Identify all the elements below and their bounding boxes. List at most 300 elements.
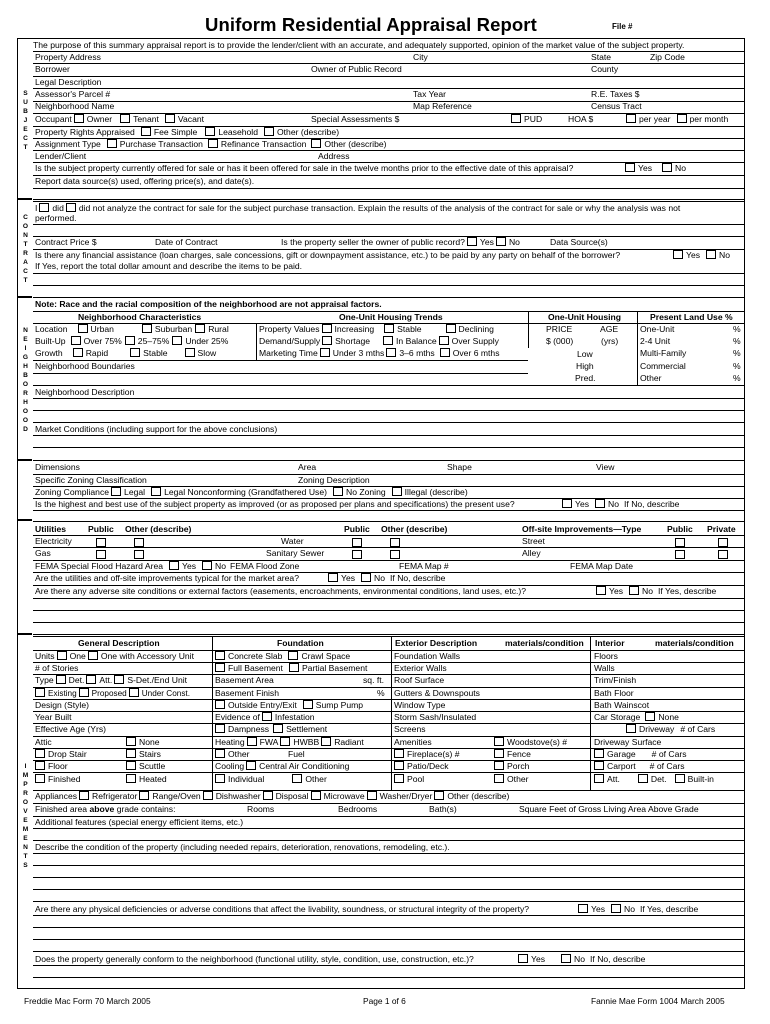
occupant-vacant-checkbox[interactable] [165, 114, 175, 123]
section-letter: V [23, 808, 28, 815]
census-tract-label: Census Tract [591, 101, 642, 111]
hoa-period-row: per year per month [624, 114, 728, 125]
dimensions-label: Dimensions [35, 462, 80, 472]
fireplace-row: Fireplace(s) # [392, 749, 460, 760]
per-month-checkbox[interactable] [677, 114, 687, 123]
purchase-checkbox[interactable] [107, 139, 117, 148]
low-label: Low [577, 349, 593, 359]
illegal-checkbox[interactable] [392, 487, 402, 496]
section-letter: E [23, 336, 28, 343]
contract-data-source-label: Data Source(s) [550, 237, 608, 247]
zoning-compliance-row: Zoning Compliance Legal Legal Nonconforming (Grandfathered Use) No Zoning Illegal (describe) [35, 487, 468, 497]
property-values-row: Property Values Increasing Stable Declining [259, 324, 494, 334]
housing-trends-heading: One-Unit Housing Trends [339, 312, 443, 322]
outside-entry-checkbox[interactable] [215, 700, 225, 709]
contract-date-label: Date of Contract [155, 237, 218, 247]
section-letter: N [23, 844, 28, 851]
type-sdet-checkbox[interactable] [114, 675, 124, 684]
one-unit-housing-heading: One-Unit Housing [548, 312, 622, 322]
contract-analysis-row: I did did not analyze the contract for sale for the subject purchase transaction. Explain the results of the analysis of the contract for sale or why the analysis was not [35, 203, 681, 213]
section-letter: M [22, 772, 29, 779]
stable-checkbox[interactable] [130, 348, 140, 357]
under-const-checkbox[interactable] [129, 688, 139, 697]
radiant-checkbox[interactable] [321, 737, 331, 746]
state-label: State [591, 52, 612, 62]
carport-checkbox[interactable] [594, 761, 604, 770]
central-air-checkbox[interactable] [246, 761, 256, 770]
driveway-surface-label: Driveway Surface [594, 737, 662, 747]
suburban-checkbox[interactable] [142, 324, 152, 333]
cooling-other-checkbox[interactable] [292, 774, 302, 783]
rapid-checkbox[interactable] [73, 348, 83, 357]
heating-other-row: Other [213, 749, 250, 760]
concrete-slab-checkbox[interactable] [215, 651, 225, 660]
built-in-checkbox[interactable] [675, 774, 685, 783]
fence-checkbox[interactable] [494, 749, 504, 758]
alley-private-checkbox[interactable] [718, 550, 728, 559]
stories-label: # of Stories [35, 663, 79, 673]
section-letter: N [23, 327, 28, 334]
fee-simple-checkbox[interactable] [141, 127, 151, 136]
interior-materials-heading: materials/condition [655, 638, 734, 648]
page-title: Uniform Residential Appraisal Report [205, 14, 537, 35]
in-balance-checkbox[interactable] [383, 336, 393, 345]
section-letter: S [23, 862, 28, 869]
built-up-row: Built-Up Over 75% 25–75% Under 25% [35, 336, 229, 346]
construction-status-row: Existing Proposed Under Const. [33, 688, 190, 699]
hbu-answer-row: Yes No If No, describe [560, 499, 679, 510]
hoa-label: HOA $ [568, 114, 594, 124]
footer-page-number: Page 1 of 6 [363, 996, 406, 1006]
garage-type-row: Att. Det. Built-in [592, 774, 714, 785]
water-public-checkbox[interactable] [352, 538, 362, 547]
year-built-label: Year Built [35, 712, 72, 722]
assistance-if-yes-label: If Yes, report the total dollar amount and describe the items to be paid. [35, 261, 303, 271]
section-letter: E [23, 835, 28, 842]
type-det-checkbox[interactable] [56, 675, 66, 684]
refrigerator-checkbox[interactable] [79, 791, 89, 800]
declining-checkbox[interactable] [446, 324, 456, 333]
high-label: High [576, 361, 594, 371]
conform-no-checkbox[interactable] [561, 954, 571, 963]
section-letter: R [23, 250, 28, 257]
legal-description-label: Legal Description [35, 77, 102, 87]
garage-row: Garage # of Cars [592, 749, 687, 760]
dampness-row: Dampness Settlement [213, 724, 327, 735]
occupant-tenant-checkbox[interactable] [120, 114, 130, 123]
location-row: Location Urban Suburban Rural [35, 324, 229, 334]
25-75-checkbox[interactable] [125, 336, 135, 345]
dampness-checkbox[interactable] [215, 724, 225, 733]
sewer-public-checkbox[interactable] [352, 550, 362, 559]
increasing-checkbox[interactable] [322, 324, 332, 333]
land-use-other: Other [640, 373, 662, 383]
section-letter: O [22, 417, 29, 424]
parcel-label: Assessor's Parcel # [35, 89, 111, 99]
bath-wainscot-label: Bath Wainscot [594, 700, 650, 710]
seller-no-checkbox[interactable] [496, 237, 506, 246]
section-letter: C [23, 214, 28, 221]
patio-deck-checkbox[interactable] [394, 761, 404, 770]
patio-row: Patio/Deck [392, 761, 449, 772]
rights-other-checkbox[interactable] [264, 127, 274, 136]
offered-no-checkbox[interactable] [662, 163, 672, 172]
floors-label: Floors [594, 651, 618, 661]
adverse-answer-row: Yes No If Yes, describe [594, 586, 716, 597]
over-75-checkbox[interactable] [71, 336, 81, 345]
partial-basement-checkbox[interactable] [289, 663, 299, 672]
porch-row: Porch [492, 761, 529, 772]
existing-checkbox[interactable] [35, 688, 45, 697]
microwave-checkbox[interactable] [311, 791, 321, 800]
re-taxes-label: R.E. Taxes $ [591, 89, 640, 99]
heated-checkbox[interactable] [126, 774, 136, 783]
exterior-heading: Exterior Description [395, 638, 478, 648]
growth-row: Growth Rapid Stable Slow [35, 348, 217, 358]
appliance-other-checkbox[interactable] [434, 791, 444, 800]
section-letter: I [24, 763, 27, 770]
car-storage-none-checkbox[interactable] [645, 712, 655, 721]
units-accessory-checkbox[interactable] [88, 651, 98, 660]
typical-answer-row: Yes No If No, describe [326, 573, 445, 584]
section-letter: R [23, 390, 28, 397]
footer-freddie-mac: Freddie Mac Form 70 March 2005 [24, 996, 151, 1006]
attic-floor-checkbox[interactable] [35, 761, 45, 770]
slab-crawl-row: Concrete Slab Crawl Space [213, 651, 350, 662]
hbu-no-checkbox[interactable] [595, 499, 605, 508]
section-letter: O [22, 381, 29, 388]
tax-year-label: Tax Year [413, 89, 446, 99]
section-letter: E [23, 817, 28, 824]
shortage-checkbox[interactable] [322, 336, 332, 345]
proposed-checkbox[interactable] [79, 688, 89, 697]
property-address-label: Property Address [35, 52, 101, 62]
finished-area-label: Finished area above grade contains: [35, 804, 176, 814]
settlement-checkbox[interactable] [273, 724, 283, 733]
interior-heading: Interior [595, 638, 625, 648]
exterior-materials-heading: materials/condition [505, 638, 584, 648]
individual-row: Individual Other [213, 774, 327, 785]
flood-no-checkbox[interactable] [202, 561, 212, 570]
heating-other-checkbox[interactable] [215, 749, 225, 758]
gas-other-checkbox[interactable] [134, 550, 144, 559]
driveway-row: Driveway # of Cars [624, 724, 715, 735]
view-label: View [596, 462, 615, 472]
section-label-subject [18, 89, 33, 152]
pud-checkbox[interactable] [511, 114, 521, 123]
neighborhood-description-label: Neighborhood Description [35, 387, 135, 397]
sump-pump-checkbox[interactable] [303, 700, 313, 709]
other-describe-heading: Other (describe) [125, 524, 192, 534]
basement-type-row: Full Basement Partial Basement [213, 663, 367, 674]
deficiencies-yes-checkbox[interactable] [578, 904, 588, 913]
storm-sash-label: Storm Sash/Insulated [394, 712, 477, 722]
water-label: Water [281, 536, 304, 546]
hbu-yes-checkbox[interactable] [562, 499, 572, 508]
section-letter: A [23, 259, 28, 266]
roof-surface-label: Roof Surface [394, 675, 445, 685]
borrower-label: Borrower [35, 64, 70, 74]
individual-checkbox[interactable] [215, 774, 225, 783]
units-one-checkbox[interactable] [57, 651, 67, 660]
trim-finish-label: Trim/Finish [594, 675, 637, 685]
adverse-no-checkbox[interactable] [629, 586, 639, 595]
performed-label: performed. [35, 213, 77, 223]
section-letter: O [22, 223, 29, 230]
screens-label: Screens [394, 724, 426, 734]
walls-label: Walls [594, 663, 615, 673]
urban-checkbox[interactable] [78, 324, 88, 333]
section-letter: T [23, 241, 28, 248]
full-basement-checkbox[interactable] [215, 663, 225, 672]
amenity-other-checkbox[interactable] [494, 774, 504, 783]
exterior-walls-label: Exterior Walls [394, 663, 447, 673]
section-letter: C [23, 135, 28, 142]
age-unit-label: (yrs) [601, 336, 619, 346]
stairs-checkbox[interactable] [126, 749, 136, 758]
type-row: Type Det. Att. S-Det./End Unit [35, 675, 188, 685]
water-other-checkbox[interactable] [390, 538, 400, 547]
assignment-type-row: Assignment Type Purchase Transaction Refinance Transaction Other (describe) [35, 139, 387, 149]
section-letter: T [23, 277, 28, 284]
refinance-checkbox[interactable] [208, 139, 218, 148]
gla-label: Square Feet of Gross Living Area Above Grade [519, 804, 699, 814]
section-letter: I [24, 345, 27, 352]
att-checkbox[interactable] [594, 774, 604, 783]
pct-sign: % [733, 324, 741, 334]
garage-checkbox[interactable] [594, 749, 604, 758]
marketing-time-row: Marketing Time Under 3 mths 3–6 mths Over 6 mths [259, 348, 500, 358]
electricity-public-checkbox[interactable] [96, 538, 106, 547]
file-number-label: File # [612, 22, 633, 31]
per-year-checkbox[interactable] [626, 114, 636, 123]
foundation-walls-label: Foundation Walls [394, 651, 461, 661]
section-letter: D [23, 426, 28, 433]
fence-row: Fence [492, 749, 531, 760]
section-label-improvements [18, 762, 33, 870]
street-public-checkbox[interactable] [675, 538, 685, 547]
footer-fannie-mae: Fannie Mae Form 1004 March 2005 [591, 996, 725, 1006]
did-not-checkbox[interactable] [66, 203, 76, 212]
condition-description-label: Describe the condition of the property (including needed repairs, deterioration, renovations, remodeling, etc.). [35, 842, 450, 852]
range-oven-checkbox[interactable] [139, 791, 149, 800]
utilities-heading: Utilities [35, 524, 67, 534]
did-checkbox[interactable] [39, 203, 49, 212]
section-label-contract [18, 213, 33, 285]
county-label: County [591, 64, 619, 74]
section-letter: C [23, 268, 28, 275]
section-letter: O [22, 799, 29, 806]
assistance-no-checkbox[interactable] [706, 250, 716, 259]
typical-yes-checkbox[interactable] [328, 573, 338, 582]
financial-assistance-question: Is there any financial assistance (loan charges, sale concessions, gift or downpayment assistance, etc.) to be paid by any party on behalf of the borrower? [35, 250, 621, 260]
section-letter: T [23, 853, 28, 860]
basement-area-label: Basement Area [215, 675, 274, 685]
assignment-other-checkbox[interactable] [311, 139, 321, 148]
city-label: City [413, 52, 428, 62]
entry-sump-row: Outside Entry/Exit Sump Pump [213, 700, 363, 711]
attic-finished-row: Finished [33, 774, 80, 785]
scuttle-checkbox[interactable] [126, 761, 136, 770]
type-att-checkbox[interactable] [86, 675, 96, 684]
pct-sign: % [733, 336, 741, 346]
hwbb-checkbox[interactable] [280, 737, 290, 746]
3-6-checkbox[interactable] [386, 348, 396, 357]
cooling-row: Cooling Central Air Conditioning [215, 761, 350, 771]
section-letter: J [23, 117, 28, 124]
contract-price-label: Contract Price $ [35, 237, 97, 247]
offered-yes-checkbox[interactable] [625, 163, 635, 172]
section-letter: O [22, 408, 29, 415]
seller-owner-row: Is the property seller the owner of public record? Yes No [281, 237, 520, 247]
alley-public-checkbox[interactable] [675, 550, 685, 559]
car-storage-row: Car Storage None [594, 712, 679, 722]
leasehold-checkbox[interactable] [205, 127, 215, 136]
no-zoning-checkbox[interactable] [333, 487, 343, 496]
det-checkbox[interactable] [638, 774, 648, 783]
public-heading-2: Public [344, 524, 370, 534]
driveway-checkbox[interactable] [626, 724, 636, 733]
adverse-conditions-question: Are there any adverse site conditions or external factors (easements, encroachments, environmental conditions, land uses, etc.)? [35, 586, 527, 596]
neighborhood-boundaries-label: Neighborhood Boundaries [35, 361, 135, 371]
age-column-label: AGE [600, 324, 619, 334]
adverse-yes-checkbox[interactable] [596, 586, 606, 595]
electricity-label: Electricity [35, 536, 72, 546]
section-letter: N [23, 232, 28, 239]
fireplace-checkbox[interactable] [394, 749, 404, 758]
electricity-other-checkbox[interactable] [134, 538, 144, 547]
attic-none-row: None [124, 737, 160, 748]
baths-label: Bath(s) [429, 804, 457, 814]
offered-answer-row: Yes No [623, 163, 686, 174]
porch-checkbox[interactable] [494, 761, 504, 770]
section-letter: B [23, 108, 28, 115]
flood-yes-checkbox[interactable] [169, 561, 179, 570]
highest-best-use-question: Is the highest and best use of the subject property as improved (or as proposed per plans and specifications) the present use? [35, 499, 515, 509]
sqft-label: sq. ft. [363, 675, 385, 685]
seller-yes-checkbox[interactable] [467, 237, 477, 246]
section-divider-tick [18, 519, 32, 521]
section-letter: B [23, 372, 28, 379]
woodstove-row: Woodstove(s) # [492, 737, 567, 748]
deficiencies-no-checkbox[interactable] [611, 904, 621, 913]
deficiencies-question: Are there any physical deficiencies or adverse conditions that affect the livability, soundness, or structural integrity of the property? [35, 904, 530, 914]
conform-question: Does the property generally conform to the neighborhood (functional utility, style, condition, use, construction, etc.)? [35, 954, 474, 964]
washer-dryer-checkbox[interactable] [367, 791, 377, 800]
zoning-description-label: Zoning Description [298, 475, 370, 485]
nonconforming-checkbox[interactable] [151, 487, 161, 496]
legal-checkbox[interactable] [111, 487, 121, 496]
deficiencies-answer-row: Yes No If Yes, describe [576, 904, 698, 915]
basement-finish-label: Basement Finish [215, 688, 280, 698]
gas-public-checkbox[interactable] [96, 550, 106, 559]
land-use-one-unit: One-Unit [640, 324, 675, 334]
lender-client-label: Lender/Client [35, 151, 87, 161]
offered-for-sale-question: Is the subject property currently offered for sale or has it been offered for sale in the twelve months prior to the effective date of this appraisal? [35, 163, 574, 173]
drop-stair-checkbox[interactable] [35, 749, 45, 758]
attic-finished-checkbox[interactable] [35, 774, 45, 783]
street-label: Street [522, 536, 545, 546]
typical-utilities-question: Are the utilities and off-site improvements typical for the market area? [35, 573, 299, 583]
flood-hazard-row: FEMA Special Flood Hazard Area Yes No FEMA Flood Zone [35, 561, 300, 571]
occupant-owner-checkbox[interactable] [74, 114, 84, 123]
scuttle-row: Scuttle [124, 761, 165, 772]
values-stable-checkbox[interactable] [384, 324, 394, 333]
other-describe-heading-2: Other (describe) [381, 524, 448, 534]
conform-yes-checkbox[interactable] [518, 954, 528, 963]
dishwasher-checkbox[interactable] [203, 791, 213, 800]
over-supply-checkbox[interactable] [439, 336, 449, 345]
pct-sign: % [733, 361, 741, 371]
owner-public-record-label: Owner of Public Record [311, 64, 402, 74]
pool-checkbox[interactable] [394, 774, 404, 783]
over-6-checkbox[interactable] [440, 348, 450, 357]
neighborhood-name-label: Neighborhood Name [35, 101, 115, 111]
race-note: Note: Race and the racial composition of the neighborhood are not appraisal factors. [35, 299, 382, 309]
sewer-other-checkbox[interactable] [390, 550, 400, 559]
typical-no-checkbox[interactable] [361, 573, 371, 582]
crawl-space-checkbox[interactable] [288, 651, 298, 660]
section-label-neighborhood [18, 326, 33, 434]
zip-label: Zip Code [650, 52, 685, 62]
section-letter: T [23, 144, 28, 151]
pct-sign: % [733, 373, 741, 383]
section-divider-tick [18, 296, 32, 298]
pct-sign: % [733, 348, 741, 358]
attic-label: Attic [35, 737, 52, 747]
heated-row: Heated [124, 774, 167, 785]
rooms-label: Rooms [247, 804, 275, 814]
attic-none-checkbox[interactable] [126, 737, 136, 746]
stairs-row: Stairs [124, 749, 161, 760]
under-25-checkbox[interactable] [172, 336, 182, 345]
section-letter: M [22, 826, 29, 833]
sewer-label: Sanitary Sewer [266, 548, 325, 558]
pud-row: PUD [509, 114, 542, 125]
section-letter: S [23, 90, 28, 97]
assistance-yes-checkbox[interactable] [673, 250, 683, 259]
disposal-checkbox[interactable] [263, 791, 273, 800]
lender-address-label: Address [318, 151, 350, 161]
fwa-checkbox[interactable] [247, 737, 257, 746]
section-divider-tick [18, 633, 32, 635]
fema-map-date-label: FEMA Map Date [570, 561, 634, 571]
land-use-commercial: Commercial [640, 361, 686, 371]
amenity-other-row: Other [492, 774, 529, 785]
additional-features-label: Additional features (special energy efficient items, etc.) [35, 817, 244, 827]
price-column-label: PRICE [546, 324, 573, 334]
assistance-answer-row: Yes No [671, 250, 730, 261]
special-assessments-label: Special Assessments $ [311, 114, 400, 124]
section-letter: H [23, 399, 28, 406]
land-use-2-4-unit: 2-4 Unit [640, 336, 671, 346]
under-3-checkbox[interactable] [320, 348, 330, 357]
demand-supply-row: Demand/Supply Shortage In Balance Over Supply [259, 336, 499, 346]
section-letter: U [23, 99, 28, 106]
infestation-checkbox[interactable] [262, 712, 272, 721]
slow-checkbox[interactable] [185, 348, 195, 357]
market-conditions-label: Market Conditions (including support for the above conclusions) [35, 424, 278, 434]
section-letter: P [23, 781, 28, 788]
rural-checkbox[interactable] [195, 324, 205, 333]
street-private-checkbox[interactable] [718, 538, 728, 547]
zoning-classification-label: Specific Zoning Classification [35, 475, 147, 485]
woodstove-checkbox[interactable] [494, 737, 504, 746]
appliances-row: Appliances Refrigerator Range/Oven Dishwasher Disposal Microwave Washer/Dryer Other (describe) [35, 791, 510, 801]
property-rights-row: Property Rights Appraised Fee Simple Leasehold Other (describe) [35, 127, 340, 137]
occupant-row: Occupant Owner Tenant Vacant [35, 114, 205, 124]
public-heading-3: Public [667, 524, 693, 534]
